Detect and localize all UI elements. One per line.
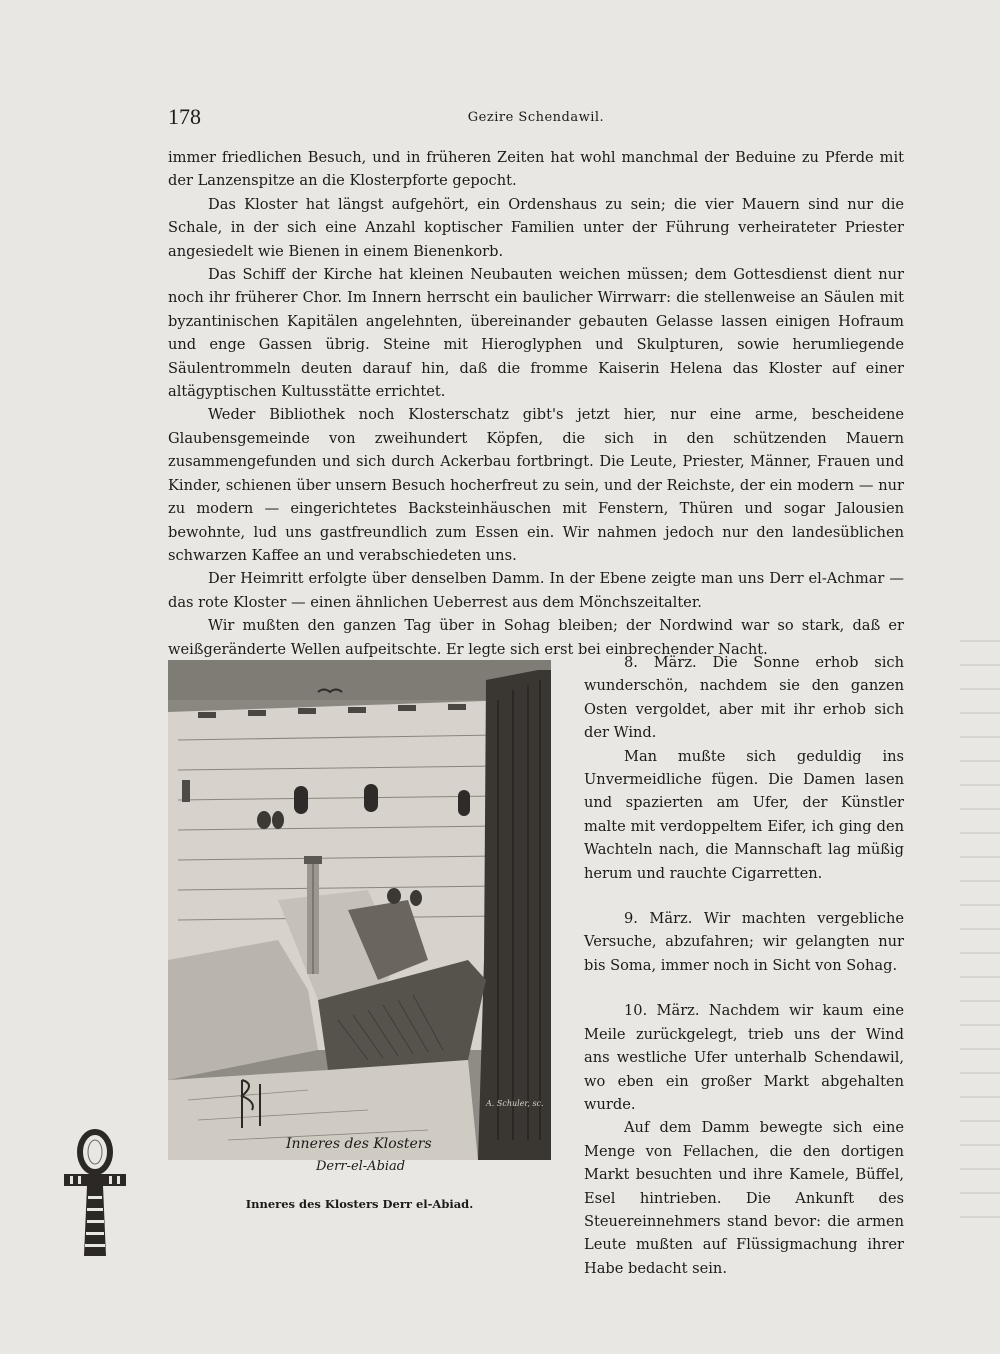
body-paragraph: Der Heimritt erfolgte über denselben Damm. In der Ebene zeigte man uns Derr el-Achmar — das rote Kloster — einen ähnlichen Ueberrest aus dem Mönchszeitalter.: [168, 570, 904, 611]
diary-entry: 9. März. Wir machten vergebliche Versuche, abzufahren; wir gelangten nur bis Soma, immer noch in Sicht von Sohag.: [584, 910, 904, 974]
side-column-text: [584, 651, 904, 1280]
illustration-drawing: [168, 660, 551, 1174]
engraver-signature: A. Schuler, sc.: [486, 1099, 544, 1108]
diary-paragraph: Man mußte sich geduldig ins Unvermeidliche fügen. Die Damen lasen und spazierten am Ufer, der Künstler malte mit verdoppeltem Eifer, ich ging den Wachteln nach, die Mannschaft lag müßig herum und rauchte Cigarretten.: [584, 747, 904, 882]
diary-entry: 10. März. Nachdem wir kaum eine Meile zurückgelegt, trieb uns der Wind ans westliche Ufer unterhalb Schendawil, wo eben ein großer Markt abgehalten wurde.: [584, 1002, 904, 1113]
running-head: Gezire Schendawil.: [467, 110, 605, 125]
bleed-through-shadow: [960, 640, 1000, 1240]
figure-caption: Inneres des Klosters Derr el-Abiad.: [245, 1197, 474, 1211]
page-header: [168, 104, 904, 134]
monastery-illustration: [168, 660, 551, 1174]
body-paragraph: Das Schiff der Kirche hat kleinen Neubauten weichen müssen; dem Gottesdienst dient nur noch ihr früherer Chor. Im Innern herrscht ein baulicher Wirrwarr: die stellenweise an Säulen mit byzantinischen Kapitälen angelehnten, übereinander gebauten Gelasse lassen einigen Hofraum und enge Gassen übrig. Steine mit Hieroglyphen und Skulpturen, sowie herumliegende Säulentrommeln deuten darauf hin, daß die fromme Kaiserin Helena das Kloster auf einer altägyptischen Kultusstätte errichtet.: [168, 266, 904, 401]
body-paragraph: Wir mußten den ganzen Tag über in Sohag bleiben; der Nordwind war so stark, daß er weißgeränderte Wellen aufpeitschte. Er legte sich erst bei einbrechender Nacht.: [168, 617, 904, 658]
body-paragraph: Das Kloster hat längst aufgehört, ein Ordenshaus zu sein; die vier Mauern sind nur die Schale, in der sich eine Anzahl koptischer Familien unter der Führung verheirateter Priester angesiedelt wie Bienen in einem Bienenkorb.: [168, 195, 904, 260]
handwritten-inscription-line2: Derr-el-Abiad: [316, 1159, 406, 1174]
page-number: 178: [168, 104, 201, 129]
body-paragraph: immer friedlichen Besuch, und in früheren Zeiten hat wohl manchmal der Beduine zu Pferde mit der Lanzenspitze an die Klosterpforte gepocht.: [168, 149, 904, 190]
body-text: [168, 146, 904, 661]
diary-entry: 8. März. Die Sonne erhob sich wunderschön, nachdem sie den ganzen Osten vergoldet, aber mit ihr erhob sich der Wind.: [584, 654, 904, 742]
handwritten-inscription-line1: Inneres des Klosters: [286, 1136, 432, 1152]
diary-paragraph: Auf dem Damm bewegte sich eine Menge von Fellachen, die den dortigen Markt besuchten und ihre Kamele, Büffel, Esel hintrieben. Die Ankunft des Steuereinnehmers stand bevor: die armen Leute mußten auf Flüssigmachung ihrer Habe bedacht sein.: [584, 1119, 904, 1277]
body-paragraph: Weder Bibliothek noch Klosterschatz gibt's jetzt hier, nur eine arme, bescheidene Glaubensgemeinde von zweihundert Köpfen, die sich in den schützenden Mauern zusammengefunden und sich durch Ackerbau fortbringt. Die Leute, Priester, Männer, Frauen und Kinder, schienen über unsern Besuch hocherfreut zu sein, und der Reichste, der ein modern — nur zu modern — eingerichtetes Backsteinhäuschen mit Fenstern, Thüren und sogar Jalousien bewohnte, lud uns gastfreundlich zum Essen ein. Wir nahmen jedoch nur den landesüblichen schwarzen Kaffee an und verabschiedeten uns.: [168, 406, 904, 564]
ankh-ornament-icon: [60, 1128, 130, 1258]
